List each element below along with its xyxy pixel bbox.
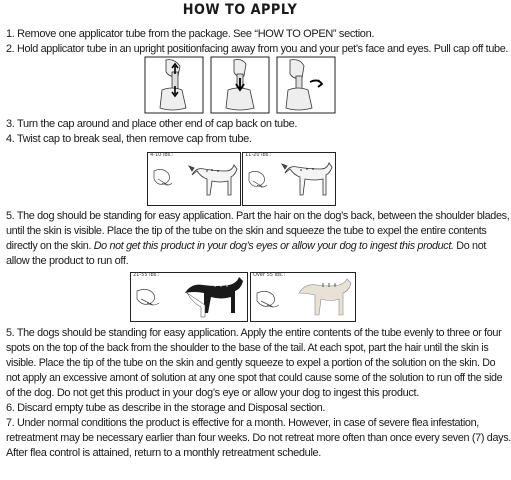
step-5b-line-2: spots on the top of the back from the shoulder to the base of the tail. At each spot, part the hair until the skin is	[6, 342, 489, 354]
hand-applicator-icon	[154, 169, 172, 185]
step-4: 4. Twist cap to break seal, then remove cap from tube.	[6, 133, 252, 145]
step-2: 2. Hold applicator tube in an upright positionfacing away from you and your pet’s face and eyes. Pull cap off tube.	[6, 43, 509, 55]
page-title: HOW TO APPLY	[182, 2, 298, 18]
step-5b-line-1: 5. The dogs should be standing for easy application. Apply the entire contents of the tube evenly to three or four	[6, 327, 502, 339]
large-dog-figure-a	[130, 272, 248, 322]
hand-applicator-icon	[249, 171, 267, 187]
step-7-line-3: After flea control is attained, return to a monthly retreatment schedule.	[6, 447, 322, 459]
golden-dog-icon	[299, 279, 351, 315]
step-5b-line-3: visible. Place the tip of the tube on the skin and gently squeeze to expel a portion of the solution on the skin. Do	[6, 357, 496, 369]
step-5a-text-end: Do not	[456, 240, 487, 252]
step-1: 1. Remove one applicator tube from the package. See “HOW TO OPEN” section.	[6, 28, 375, 40]
step-5a-text: directly on the skin.	[6, 240, 92, 252]
weight-label: 21-55 lbs.:	[133, 272, 160, 278]
border-collie-icon	[185, 277, 243, 317]
small-dog-icon	[282, 163, 332, 195]
small-dog-icon	[189, 165, 237, 195]
hand-applicator-icon	[137, 289, 159, 305]
step-5a-warning: Do not get this product in your dog’s eyes or allow your dog to ingest this product.	[93, 240, 454, 252]
tube-pull-icon	[145, 57, 203, 113]
hand-applicator-icon	[257, 291, 279, 307]
weight-label: Over 55 lbs.:	[253, 272, 286, 278]
tube-flip-icon	[211, 57, 269, 113]
step-5b-line-5: of the dog. Do not get this product in your dog’s eye or allow your dog to ingest this product.	[6, 387, 419, 399]
large-dog-figure-b	[250, 272, 356, 322]
step-5a-line-3	[6, 239, 487, 253]
small-dog-figure-b	[242, 152, 336, 206]
step-5a-line-1: 5. The dog should be standing for easy application. Part the hair on the dog’s back, between the shoulder blades,	[6, 210, 510, 222]
small-dog-figure-a	[147, 152, 241, 206]
step-3: 3. Turn the cap around and place other end of cap back on tube.	[6, 118, 298, 130]
step-5a-line-2: until the skin is visible. Place the tip of the tube on the skin and squeeze the tube to expel the entire contents	[6, 225, 487, 237]
step-7-line-2: retreatment may be necessary earlier than four weeks. Do not retreat more often than once every seven (7) days.	[6, 432, 511, 444]
step-5b-line-4: not apply an excessive amont of solution at any one spot that could cause some of the solution to run off the side	[6, 372, 503, 384]
weight-label: 4-10 lbs.:	[150, 152, 174, 158]
tube-twist-icon	[277, 57, 335, 113]
weight-label: 11-20 lbs.:	[245, 152, 272, 158]
step-6: 6. Discard empty tube as describe in the storage and Disposal section.	[6, 402, 326, 414]
step-7-line-1: 7. Under normal conditions the product is effective for a month. However, in case of severe flea infestation,	[6, 417, 479, 429]
step-5a-line-4: allow the product to run off.	[6, 255, 129, 267]
tube-illustration-panel	[144, 56, 336, 114]
